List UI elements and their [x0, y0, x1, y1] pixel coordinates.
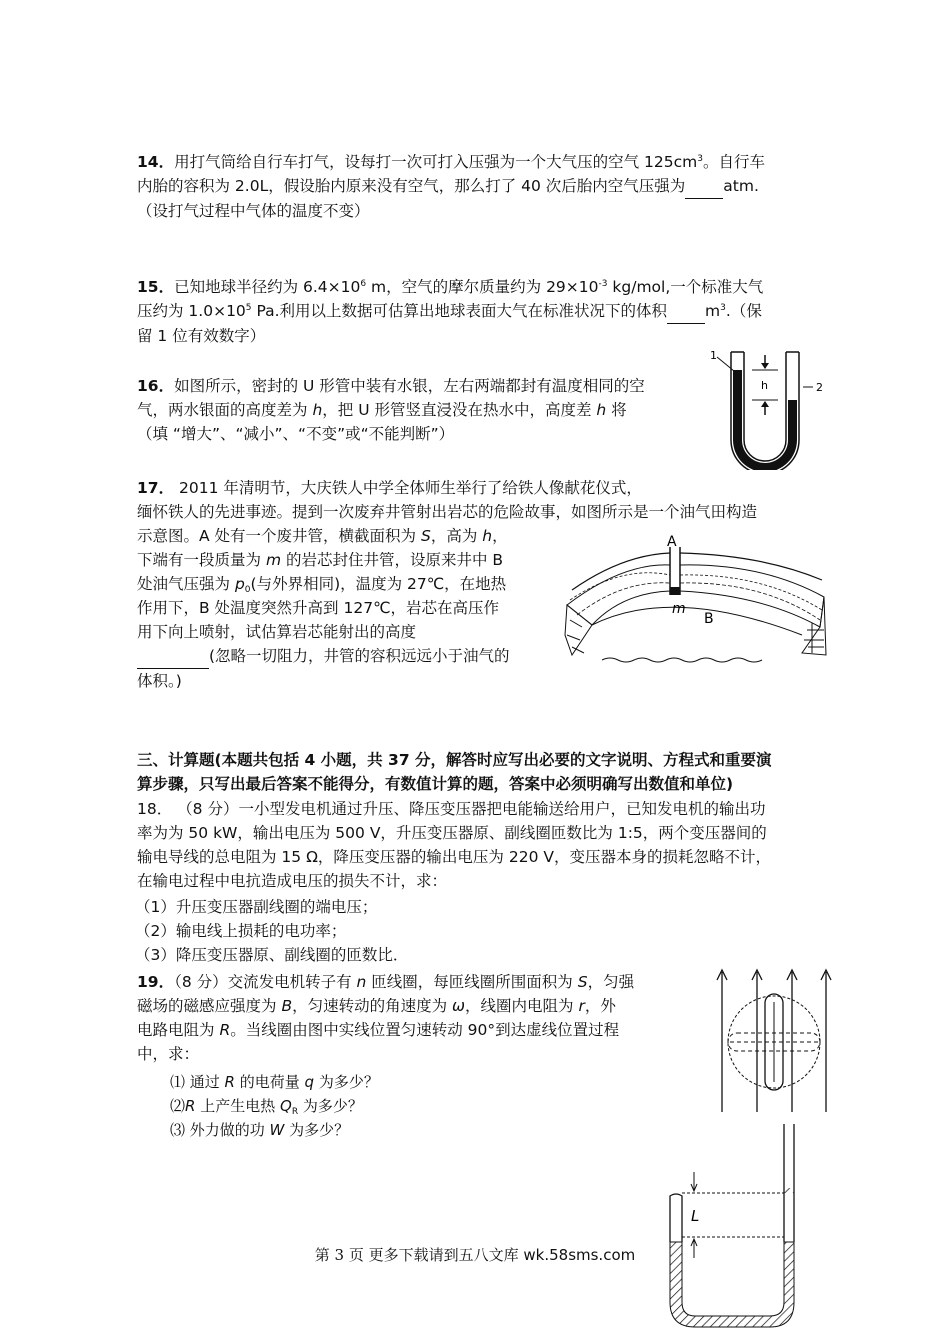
q19-sub2b: 上产生电热 [195, 1097, 280, 1115]
q17-p: p [234, 575, 245, 593]
q19-Q-sub: R [291, 1107, 299, 1117]
q17-line8: (忽略一切阻力，井管的容积远远小于油气的 [209, 647, 510, 665]
q19-omega: ω [452, 997, 465, 1015]
q17-line5a: 处油气压强为 [137, 575, 235, 593]
q17-line1: 2011 年清明节，大庆铁人中学全体师生举行了给铁人像献花仪式， [174, 479, 642, 497]
q19-sub2-R: R [185, 1097, 196, 1115]
section-3-heading [137, 748, 827, 796]
q15-line1b: m，空气的摩尔质量约为 29×10 [366, 278, 599, 296]
q19-line2d: ，外 [584, 997, 616, 1015]
q17-p-sub: 0 [244, 585, 251, 595]
q14-line1-end: 。自行车 [702, 153, 765, 171]
rock-layer-left [567, 565, 670, 625]
label-L: L [691, 1207, 700, 1225]
q18-line4: 在输电过程中电抗造成电压的损失不计，求： [137, 872, 448, 890]
q17-line5b: (与外界相同)，温度为 27℃，在地热 [250, 575, 507, 593]
question-19 [137, 970, 707, 1066]
q15-sup3: 5 [245, 303, 252, 313]
q16-line2c: 将 [606, 401, 627, 419]
q18-line2: 率为为 50 kW，输出电压为 500 V，升压变压器原、副线圈匝数比为 1:5，两个变压器间的 [137, 824, 767, 842]
q17-line4b: 的岩芯封住井管，设原来井中 B [281, 551, 504, 569]
dome-inner [592, 607, 802, 635]
section3-line1: 三、计算题(本题共包括 4 小题，共 37 分，解答时应写出必要的文字说明、方程式和重要演 [137, 751, 772, 769]
label-A: A [667, 535, 677, 550]
oil-field-figure [562, 535, 828, 675]
gas-column-figure [660, 1122, 810, 1344]
q19-Q: Q [280, 1097, 292, 1115]
label-B: B [704, 611, 714, 627]
rock-right-marks [804, 623, 824, 653]
q15-line3: 留 1 位有效数字） [137, 327, 266, 345]
q19-line2a: 磁场的磁感应强度为 [137, 997, 282, 1015]
q17-S: S [420, 527, 431, 545]
q19-line4: 中，求： [137, 1045, 200, 1063]
q16-number: 16． [137, 377, 175, 395]
q19-W: W [269, 1121, 285, 1139]
q19-line3b: 。当线圈由图中实线位置匀速转动 90°到达虚线位置过程 [230, 1021, 620, 1039]
water-waves [602, 658, 762, 662]
q18-sub2: （2）输电线上损耗的电功率； [135, 922, 347, 940]
q14-unit: atm. [723, 177, 759, 195]
q19-sub2c: 为多少？ [298, 1097, 363, 1115]
q16-line2b: ，把 U 形管竖直浸没在热水中，高度差 [322, 401, 597, 419]
u-tube-h-label: h [761, 379, 768, 392]
q14-line2: 内胎的容积为 2.0L，假设胎内原来没有空气，那么打了 40 次后胎内空气压强为 [137, 177, 686, 195]
q16-line2a: 气，两水银面的高度差为 [137, 401, 313, 419]
u-tube-label-2: 2 [816, 381, 823, 394]
u-tube-figure [700, 345, 825, 470]
q19-line1a: （8 分）交流发电机转子有 [174, 973, 357, 991]
h-arrowhead-top [761, 363, 769, 369]
q15-sup2: -3 [598, 279, 608, 289]
q15-number: 15． [137, 278, 175, 296]
q14-answer-blank[interactable] [685, 174, 723, 199]
footer-text: 页 更多下载请到五八文库 wk.58sms.com [344, 1246, 636, 1264]
q17-line3a: 示意图。A 处有一个废井管，横截面积为 [137, 527, 421, 545]
q15-line2d: .（保 [725, 302, 762, 320]
q16-line1: 如图所示，密封的 U 形管中装有水银，左右两端都封有温度相同的空 [174, 377, 645, 395]
surface-line [572, 553, 822, 590]
q19-sub1b: 的电荷量 [234, 1073, 305, 1091]
q16-line3: （填 “增大”、“减小”、“不变”或“不能判断”） [137, 425, 455, 443]
right-level-mark [784, 1188, 794, 1193]
rock-right [802, 597, 826, 655]
q15-sup1: 6 [360, 279, 367, 289]
page-footer [0, 1244, 950, 1265]
q19-sub1-R: R [224, 1073, 235, 1091]
q19-q: q [304, 1073, 315, 1091]
q15-line2a: 压约为 1.0×10 [137, 302, 246, 320]
q19-line3a: 电路电阻为 [137, 1021, 220, 1039]
footer-page-number: 3 [334, 1246, 345, 1264]
q15-line2b: Pa.利用以上数据可估算出地球表面大气在标准状况下的体积 [251, 302, 668, 320]
q17-line3c: ， [492, 527, 508, 545]
q19-line1c: ，匀强 [587, 973, 635, 991]
q17-number: 17． [137, 479, 175, 497]
left-tube [670, 1194, 682, 1242]
q19-number: 19． [137, 973, 175, 991]
q18-sub1: （1）升压变压器副线圈的端电压； [135, 898, 378, 916]
question-16 [137, 374, 707, 446]
footer-prefix: 第 [314, 1246, 335, 1264]
q17-answer-blank[interactable] [137, 644, 209, 669]
q19-R: R [219, 1021, 231, 1039]
q15-line1c: kg/mol,一个标准大气 [607, 278, 764, 296]
q19-S: S [577, 973, 588, 991]
q18-sub3: （3）降压变压器原、副线圈的匝数比． [135, 946, 409, 964]
q17-line3b: ，高为 [430, 527, 483, 545]
section3-line2: 算步骤，只写出最后答案不能得分，有数值计算的题，答案中必须明确写出数值和单位) [137, 775, 734, 793]
q18-line1: 18． （8 分）一小型发电机通过升压、降压变压器把电能输送给用户，已知发电机的输出功 [137, 800, 766, 818]
q19-line2b: ，匀速转动的角速度为 [292, 997, 453, 1015]
q19-sub2a: ⑵ [170, 1097, 186, 1115]
q15-line1a: 已知地球半径约为 6.4×10 [174, 278, 361, 296]
q15-answer-blank[interactable] [667, 299, 705, 324]
q19-sub3a: ⑶ 外力做的功 [170, 1121, 270, 1139]
q14-line3: （设打气过程中气体的温度不变） [137, 202, 370, 220]
question-15 [137, 275, 817, 348]
q19-line1b: 匝线圈，每匝线圈所围面积为 [366, 973, 578, 991]
q15-unit: m [705, 302, 721, 320]
q16-h2: h [596, 401, 607, 419]
h-arrowhead-bottom [761, 401, 769, 407]
label-m: m [672, 601, 686, 617]
question-18 [137, 797, 827, 893]
q19-sub3b: 为多少？ [284, 1121, 350, 1139]
q17-line2: 缅怀铁人的先进事迹。提到一次废弃井管射出岩芯的危险故事，如图所示是一个油气田构造 [137, 503, 758, 521]
q18-subquestions [135, 895, 815, 967]
q17-line7: 用下向上喷射，试估算岩芯能射出的高度 [137, 623, 417, 641]
rock-layer-right [680, 565, 824, 627]
q19-sub1c: 为多少？ [314, 1073, 379, 1091]
q17-line4a: 下端有一段质量为 [137, 551, 266, 569]
q19-sub1a: ⑴ 通过 [170, 1073, 225, 1091]
q17-line9: 体积。) [137, 672, 182, 690]
layer-hatch-2 [577, 583, 820, 620]
q14-number: 14． [137, 153, 175, 171]
q19-subquestions [170, 1070, 470, 1142]
q14-sup: 3 [697, 154, 703, 164]
q14-line1: 用打气筒给自行车打气，设每打一次可打入压强为一个大气压的空气 125cm [174, 153, 698, 171]
core-plug [670, 587, 680, 595]
generator-figure [710, 966, 838, 1114]
q15-sup4: 3 [720, 303, 726, 313]
q19-r: r [578, 997, 585, 1015]
q19-n: n [356, 973, 367, 991]
u-tube-label-1: 1 [710, 349, 717, 362]
q19-B: B [281, 997, 293, 1015]
q18-line3: 输电导线的总电阻为 15 Ω，降压变压器的输出电压为 220 V，变压器本身的损耗忽略不计， [137, 848, 771, 866]
rock-left [565, 605, 592, 655]
q17-h: h [482, 527, 493, 545]
q17-line6: 作用下，B 处温度突然升高到 127℃，岩芯在高压作 [137, 599, 499, 617]
q17-m: m [265, 551, 282, 569]
q16-h: h [312, 401, 323, 419]
question-14 [137, 150, 817, 223]
layer-hatch-1 [570, 573, 822, 610]
q19-line2c: ，线圈内电阻为 [465, 997, 579, 1015]
